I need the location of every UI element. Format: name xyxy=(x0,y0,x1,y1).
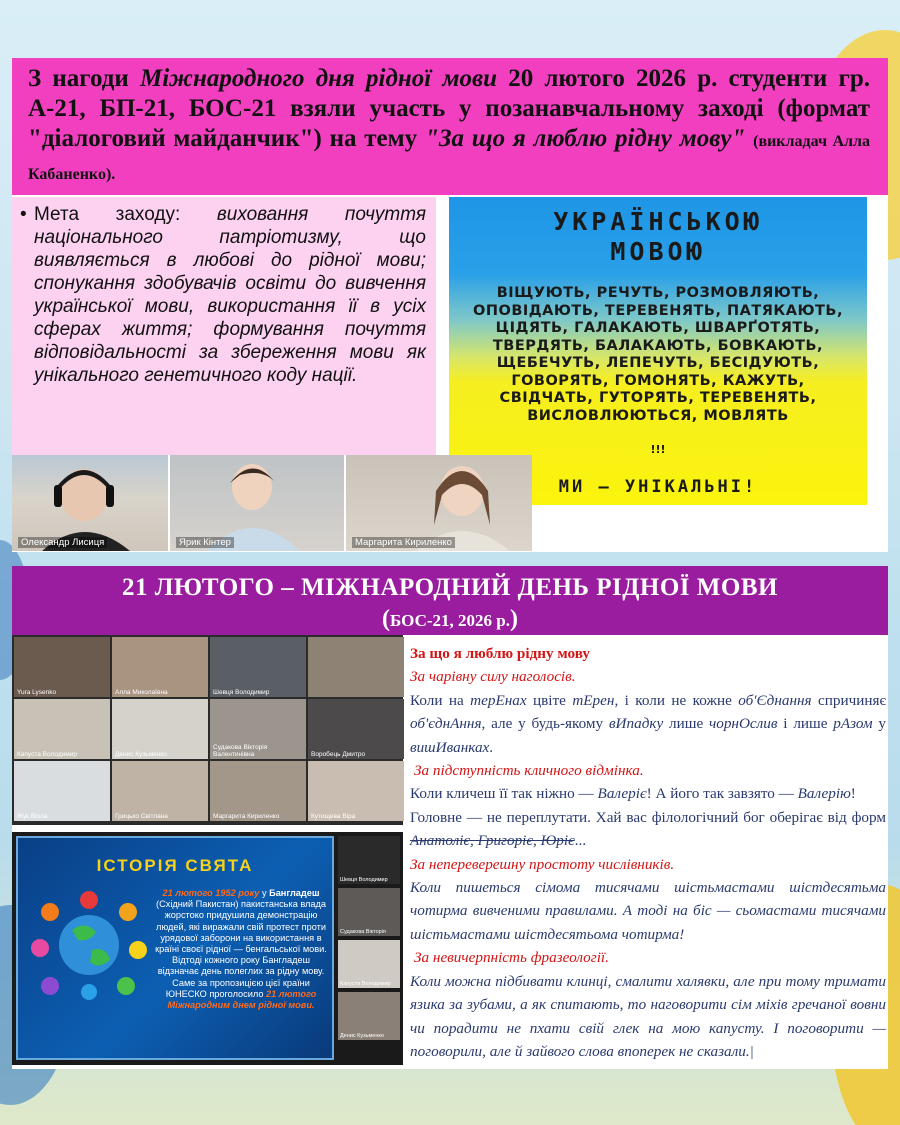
essay-span: Коли можна підбивати клинці, смалити халявки, але при тому тримати язика за зубами, а як спитають, то наговорити сім міхів гречаної вовни чи порадити не пхати свій глек на мою капусту. І поговорити — поговорили, але й зайвого слова впоперек не сказали. xyxy=(410,972,886,1060)
participant-name: Грицько Світлана xyxy=(115,813,168,820)
poster-footer: МИ – УНІКАЛЬНІ! xyxy=(558,477,758,497)
essay-paragraph xyxy=(410,806,886,853)
participant-name: Жук Віола xyxy=(17,813,48,820)
participant-name: Капуста Володимир xyxy=(340,981,391,987)
history-screen-share xyxy=(12,832,403,1065)
history-slide xyxy=(16,836,334,1060)
goal-box xyxy=(12,197,436,455)
video-tile xyxy=(210,699,306,759)
essay-span: ... xyxy=(574,832,587,850)
participant-name: Судакова Вікторія Валентинівна xyxy=(213,744,268,758)
video-tile xyxy=(338,940,400,988)
essay-span: Головне — не переплутати. Хай вас філологічний бог оберігає від форм xyxy=(410,808,886,826)
poster-title: МОВОЮ xyxy=(610,237,706,266)
essay-span: тЕрен xyxy=(572,691,615,709)
video-tile xyxy=(14,761,110,821)
video-tile xyxy=(112,637,208,697)
essay-span: об'єднАння xyxy=(410,715,482,733)
participant-name: Воробець Дмитро xyxy=(311,751,366,758)
essay-span: Коли кличеш її так ніжно — xyxy=(410,785,598,803)
essay-paragraph xyxy=(410,782,886,805)
participant-name: Шевця Володимир xyxy=(340,877,388,883)
section-subtitle-text: БОС-21, 2026 р. xyxy=(390,611,510,630)
video-tile xyxy=(14,699,110,759)
participant-name: Денис Кузьменко xyxy=(340,1033,384,1039)
slide-country: Бангладеш xyxy=(269,888,320,898)
video-tile xyxy=(338,888,400,936)
banner-teacher: (викладач Алла Кабаненко). xyxy=(28,133,870,183)
essay-span: . xyxy=(489,738,494,756)
essay-paragraph xyxy=(410,970,886,1064)
essay-title: За що я люблю рідну мову xyxy=(410,645,591,662)
video-tile xyxy=(308,761,404,821)
video-tile xyxy=(12,455,168,551)
essay-heading: За підступність кличного відмінка. xyxy=(414,762,644,780)
participant-name: Кутищева Віра xyxy=(311,813,356,820)
bullet-icon: • xyxy=(20,204,27,225)
banner-holiday: Міжнародного дня рідної мови xyxy=(140,65,498,92)
essay-span: терЕнах xyxy=(470,691,527,709)
video-grid xyxy=(12,635,403,825)
side-cameras xyxy=(338,836,400,1061)
essay-span: цвіте xyxy=(526,691,573,709)
slide-text xyxy=(152,888,330,1011)
essay-span: вишИванках xyxy=(410,738,490,756)
video-tile xyxy=(308,699,404,759)
video-tile xyxy=(346,455,532,551)
event-banner xyxy=(12,58,888,195)
participant-name: Судакова Вікторія xyxy=(340,929,386,935)
section-title-text: 21 ЛЮТОГО – МІЖНАРОДНИЙ ДЕНЬ РІДНОЇ МОВИ xyxy=(122,574,778,601)
essay-heading: За непереверешну простоту числівників. xyxy=(410,855,675,873)
participant-name: Капуста Володимир xyxy=(17,751,77,758)
banner-text: З нагоди xyxy=(28,65,140,92)
essay-paragraph xyxy=(410,689,886,759)
participant-name: Денис Кузьменко xyxy=(115,751,167,758)
slide-text-part: (Східний Пакистан) пакистанська влада жорстоко придушила демонстрацію людей, які виражали свій протест проти урядової заборони на використання в країні своєї рідної — бенгальської мови. Відтоді кожного року Бангладеш відзначає день полеглих за рідну мову. Саме за пропозицією цієї країни ЮНЕСКО проголосило xyxy=(155,899,327,999)
essay-span: і лише xyxy=(777,715,834,733)
essay-span: вИпадку xyxy=(608,715,664,733)
essay-span: Анатоліє, Григоріє, Юріє xyxy=(410,832,575,850)
video-tile xyxy=(210,761,306,821)
poster-verbs: ВІЩУЮТЬ, РЕЧУТЬ, РОЗМОВЛЯЮТЬ, ОПОВІДАЮТЬ, ТЕРЕВЕНЯТЬ, ПАТЯКАЮТЬ, ЦІДЯТЬ, ГАЛАКАЮТЬ, ШВАРҐОТЯТЬ, ТВЕРДЯТЬ, БАЛАКАЮТЬ, БОВКАЮТЬ, ЩЕБЕЧУТЬ, ЛЕПЕЧУТЬ, БЕСІДУЮТЬ, ГОВОРЯТЬ, ГОМОНЯТЬ, КАЖУТЬ, СВІДЧАТЬ, ГУТОРЯТЬ, ТЕРЕВЕНЯТЬ, ВИСЛОВЛЮЮТЬСЯ, МОВЛЯТЬ xyxy=(473,285,843,424)
banner-text: 20 лютого 2026 р. студенти гр. А-21, БП-21, БОС-21 взяли участь у позанавчальному заході (формат "діалоговий майданчик") на тему xyxy=(28,65,870,152)
hands-globe-icon xyxy=(30,890,148,1000)
essay-span: Коли на xyxy=(410,691,471,709)
video-tile xyxy=(170,455,344,551)
goal-text: виховання почуття національного патріотизму, що виявляється в любові до рідної мови; спонукання здобувачів освіти до вивчення української мови, використання її в усіх сферах життя; формування почуття відповідальності за збереження мови як унікального генетичного коду нації. xyxy=(34,204,426,386)
goal-lead: Мета заходу: xyxy=(34,204,217,225)
essay-span: у xyxy=(872,715,886,733)
essay-span: , і коли не кожне xyxy=(614,691,739,709)
participant-name: Шевця Володимир xyxy=(213,689,270,696)
slide-date: 21 лютого 1952 року xyxy=(162,888,260,898)
participant-name: Маргарита Кириленко xyxy=(352,537,455,548)
video-tile xyxy=(338,836,400,884)
essay-span: спричиняє xyxy=(811,691,886,709)
banner-topic: "За що я люблю рідну мову" xyxy=(424,125,746,152)
essay-span: , але у будь-якому xyxy=(481,715,609,733)
essay-span: ! А його так завзято — xyxy=(646,785,798,803)
essay-heading: За невичерпність фразеології. xyxy=(414,949,609,967)
poster-exclaim: !!! xyxy=(650,443,666,456)
video-tile xyxy=(308,637,404,697)
participant-name: Алла Миколаївна xyxy=(115,689,168,696)
paren: ) xyxy=(509,606,518,632)
essay-span: лише xyxy=(663,715,709,733)
essay-span: об'Єднання xyxy=(738,691,812,709)
slide-title: ІСТОРІЯ СВЯТА xyxy=(96,856,254,875)
slide-highlight: 21 лютого Міжнародним днем рідної мови. xyxy=(167,988,317,1011)
video-tile xyxy=(14,637,110,697)
poster-title: УКРАЇНСЬКОЮ xyxy=(553,207,763,236)
participant-name: Ярик Кінтер xyxy=(176,537,234,548)
participant-name: Маргарита Кириленко xyxy=(213,813,280,820)
participant-name: Олександр Лисиця xyxy=(18,537,107,548)
text-cursor: | xyxy=(749,1042,754,1060)
essay-span: рАзом xyxy=(833,715,873,733)
section-subtitle xyxy=(12,606,888,633)
participant-name: Yura Lysenko xyxy=(17,689,57,696)
video-tile xyxy=(210,637,306,697)
video-tile xyxy=(338,992,400,1040)
essay-span: Валерію xyxy=(797,785,851,803)
section-title xyxy=(12,566,888,635)
essay-paragraph: Коли пишеться сімома тисячами шістьмастами шістдесятьма чотирма вивченими правилами. А тоді на біс — сьомастами тисячами шістьмастами шістдесятьома чотирма! xyxy=(410,879,886,943)
essay-text xyxy=(410,642,886,1062)
essay-span: ! xyxy=(850,785,856,803)
paren: ( xyxy=(382,606,391,632)
video-tile xyxy=(112,761,208,821)
video-tile xyxy=(112,699,208,759)
slide-text-part: у xyxy=(259,888,270,898)
essay-heading: За чарівну силу наголосів. xyxy=(410,668,576,686)
essay-span: чорнОслив xyxy=(709,715,778,733)
essay-span: Валеріє xyxy=(597,785,647,803)
